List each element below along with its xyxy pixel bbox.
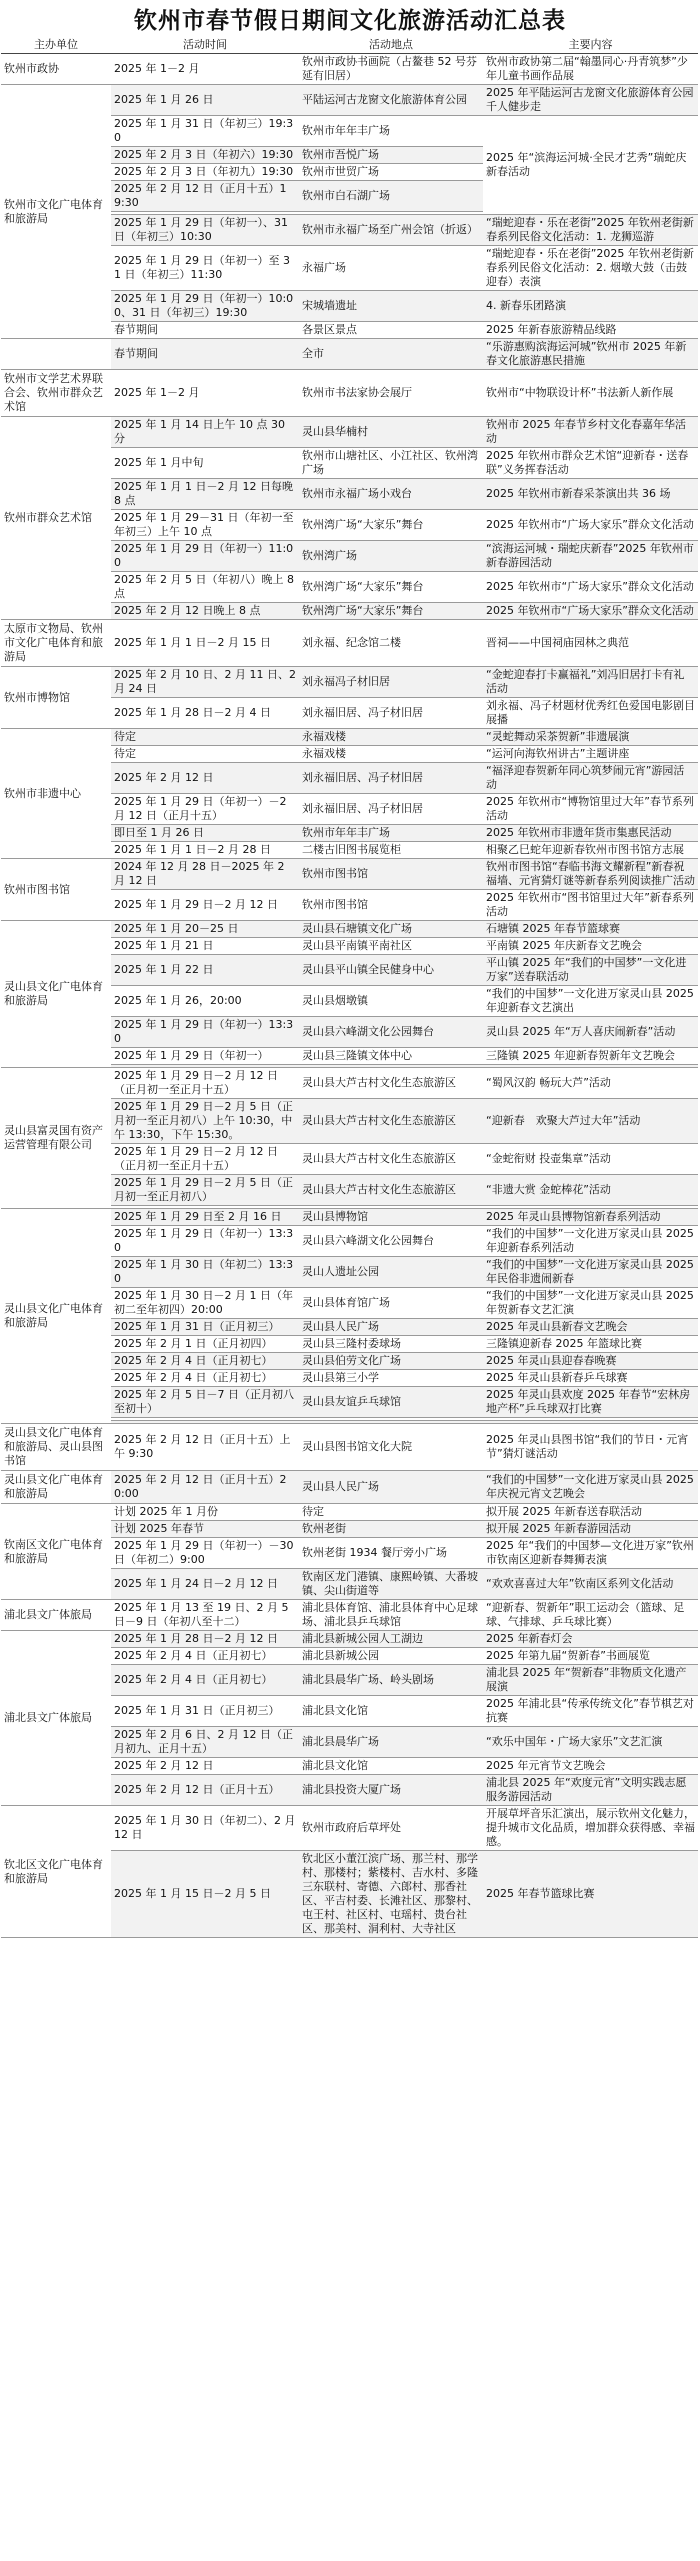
time-cell: 2025 年 1 月 29 日－2 月 5 日（正月初一至正月初八）上午 10:30，中午 13:30，下午 15:30。 — [111, 1099, 299, 1144]
location-cell: 钦州市政协书画院（占鳌巷 52 号芬延有旧居） — [299, 54, 483, 85]
time-cell: 2025 年 1 月 14 日上午 10 点 30 分 — [111, 417, 299, 448]
location-cell: 灵山县烟墩镇 — [299, 986, 483, 1017]
location-cell: 二楼古旧图书展览柜 — [299, 842, 483, 859]
location-cell: 刘永福冯子材旧居 — [299, 667, 483, 698]
content-cell: “运河向海钦州讲古”主题讲座 — [483, 746, 698, 763]
content-cell: 2025 年浦北县“传承传统文化”春节棋艺对抗赛 — [483, 1696, 698, 1727]
time-cell: 2025 年 2 月 12 日（正月十五）上午 9:30 — [111, 1424, 299, 1471]
location-cell: 浦北县晨华广场、岭头剧场 — [299, 1665, 483, 1696]
location-cell: 钦南区龙门港镇、康熙岭镇、大番坡镇、尖山街道等 — [299, 1569, 483, 1600]
content-cell: 石塘镇 2025 年春节篮球赛 — [483, 921, 698, 938]
location-cell: 钦州市书法家协会展厅 — [299, 370, 483, 417]
content-cell: “瑞蛇迎春・乐在老街”2025 年钦州老街新春系列民俗文化活动：2. 烟墩大鼓（击鼓迎春）表演 — [483, 246, 698, 291]
time-cell: 2024 年 12 月 28 日－2025 年 2 月 12 日 — [111, 859, 299, 890]
location-cell: 宋城墙遗址 — [299, 291, 483, 322]
content-cell: “我们的中国梦”一文化进万家灵山县 2025 年庆祝元宵文艺晚会 — [483, 1471, 698, 1504]
time-cell: 2025 年 1 月 24 日－2 月 12 日 — [111, 1569, 299, 1600]
organizer-cell: 钦南区文化广电体育和旅游局 — [1, 1504, 111, 1600]
content-cell: 三隆镇迎新春 2025 年篮球比赛 — [483, 1336, 698, 1353]
table-row — [1, 1806, 698, 1851]
activity-table — [1, 37, 698, 1938]
location-cell: 钦州湾广场“大家乐”舞台 — [299, 510, 483, 541]
location-cell: 钦北区小董江滨广场、那兰村、那学村、那楼村；紫楼村、吉水村、多隆三东联村、寄德、六郎村、那香社区、平吉村委、长滩社区、那黎村、屯王村、社区村、屯瑶村、贵台社区、那美村、洞利村、大寺社区 — [299, 1851, 483, 1938]
time-cell: 2025 年 1 月 29 日（年初一）至 31 日（年初三）11:30 — [111, 246, 299, 291]
organizer-cell: 钦州市图书馆 — [1, 859, 111, 921]
table-row — [1, 417, 698, 448]
table-row — [1, 1471, 698, 1504]
time-cell: 2025 年 2 月 4 日（正月初七） — [111, 1353, 299, 1370]
table-row — [1, 620, 698, 667]
time-cell: 2025 年 1 月 22 日 — [111, 955, 299, 986]
location-cell: 钦州市永福广场至广州会馆（折返） — [299, 215, 483, 246]
table-row — [1, 1424, 698, 1471]
time-cell: 2025 年 1 月 29 日（年初一）－2 月 12 日（正月十五） — [111, 794, 299, 825]
time-cell: 2025 年 1 月 30 日（年初二）13:30 — [111, 1257, 299, 1288]
header-row — [1, 37, 698, 54]
time-cell: 2025 年 1 月 31 日（正月初三） — [111, 1696, 299, 1727]
table-row — [1, 54, 698, 85]
time-cell: 2025 年 2 月 5 日（年初八）晚上 8 点 — [111, 572, 299, 603]
time-cell: 2025 年 1 月 29－31 日（年初一至年初三）上午 10 点 — [111, 510, 299, 541]
location-cell: 灵山人遗址公园 — [299, 1257, 483, 1288]
organizer-cell: 钦州市文学艺术界联合会、钦州市群众艺术馆 — [1, 370, 111, 417]
content-cell: “金蛇衔财 投壶集章”活动 — [483, 1144, 698, 1175]
page-title: 钦州市春节假日期间文化旅游活动汇总表 — [134, 8, 566, 34]
location-cell: 刘永福旧居、冯子材旧居 — [299, 763, 483, 794]
time-cell: 2025 年 2 月 12 日（正月十五）19:30 — [111, 181, 299, 212]
content-cell: “蜀风汉韵 畅玩大芦”活动 — [483, 1068, 698, 1099]
time-cell: 2025 年 2 月 3 日（年初六）19:30 — [111, 147, 299, 164]
time-cell: 2025 年 1 月 31 日（正月初三） — [111, 1319, 299, 1336]
organizer-cell: 灵山县文化广电体育和旅游局、灵山县图书馆 — [1, 1424, 111, 1471]
content-cell: 钦州市图书馆“春临书海文耀新程”新春祝福墙、元宵猜灯谜等新春系列阅读推广活动 — [483, 859, 698, 890]
time-cell: 2025 年 2 月 5 日－7 日（正月初八至初十） — [111, 1387, 299, 1418]
content-cell: “我们的中国梦”一文化进万家灵山县 2025 年迎新春系列活动 — [483, 1226, 698, 1257]
location-cell: 灵山县人民广场 — [299, 1319, 483, 1336]
location-cell: 永福戏楼 — [299, 729, 483, 746]
organizer-cell: 钦北区文化广电体育和旅游局 — [1, 1806, 111, 1938]
location-cell: 钦州市年年丰广场 — [299, 825, 483, 842]
location-cell: 刘永福、纪念馆二楼 — [299, 620, 483, 667]
content-cell: 2025 年钦州市“广场大家乐”群众文化活动 — [483, 603, 698, 620]
location-cell: 灵山县博物馆 — [299, 1209, 483, 1226]
time-cell: 2025 年 1 月 30 日（年初二）、2 月 12 日 — [111, 1806, 299, 1851]
content-cell: 2025 年灵山县迎春春晚赛 — [483, 1353, 698, 1370]
content-cell: “我们的中国梦”一文化进万家灵山县 2025 年迎新春文艺演出 — [483, 986, 698, 1017]
organizer-cell: 灵山县富灵国有资产运营管理有限公司 — [1, 1068, 111, 1209]
content-cell: 浦北县 2025 年“欢度元宵”文明实践志愿服务游园活动 — [483, 1775, 698, 1806]
location-cell: 灵山县图书馆文化大院 — [299, 1424, 483, 1471]
time-cell: 2025 年 1 月 29 日（年初一）10:00、31 日（年初三）19:30 — [111, 291, 299, 322]
time-cell: 春节期间 — [111, 339, 299, 370]
location-cell: 各景区景点 — [299, 322, 483, 339]
time-cell: 2025 年 1 月 29 日－2 月 12 日（正月初一至正月十五） — [111, 1068, 299, 1099]
content-cell: 2025 年钦州市新春采茶演出共 36 场 — [483, 479, 698, 510]
content-cell: “迎新春、贺新年”职工运动会（篮球、足球、气排球、乒乓球比赛） — [483, 1600, 698, 1631]
organizer-cell: 灵山县文化广电体育和旅游局 — [1, 921, 111, 1068]
content-cell: 浦北县 2025 年“贺新春”非物质文化遗产展演 — [483, 1665, 698, 1696]
location-cell: 永福广场 — [299, 246, 483, 291]
time-cell: 2025 年 1 月 1 日－2 月 28 日 — [111, 842, 299, 859]
table-row — [1, 1068, 698, 1099]
content-cell: 拟开展 2025 年新春游园活动 — [483, 1521, 698, 1538]
organizer-cell: 钦州市非遗中心 — [1, 729, 111, 859]
location-cell: 浦北县文化馆 — [299, 1696, 483, 1727]
content-cell: “非遗大赏 金蛇棒花”活动 — [483, 1175, 698, 1206]
content-cell: 2025 年新春旅游精品线路 — [483, 322, 698, 339]
location-cell: 浦北县晨华广场 — [299, 1727, 483, 1758]
header-organizer: 主办单位 — [1, 37, 111, 54]
location-cell: 待定 — [299, 1504, 483, 1521]
organizer-cell: 钦州市政协 — [1, 54, 111, 85]
table-row — [1, 921, 698, 938]
time-cell: 2025 年 1 月 26 日 — [111, 85, 299, 116]
content-cell: 2025 年灵山县新春文艺晚会 — [483, 1319, 698, 1336]
table-row — [1, 370, 698, 417]
location-cell: 钦州市世贸广场 — [299, 164, 483, 181]
location-cell: 灵山县六峰湖文化公园舞台 — [299, 1226, 483, 1257]
header-content: 主要内容 — [483, 37, 698, 54]
time-cell: 即日至 1 月 26 日 — [111, 825, 299, 842]
organizer-cell: 浦北县文广体旅局 — [1, 1631, 111, 1806]
content-cell: “我们的中国梦”一文化进万家灵山县 2025 年贺新春文艺汇演 — [483, 1288, 698, 1319]
time-cell: 2025 年 1 月 29 日（年初一）11:00 — [111, 541, 299, 572]
time-cell: 2025 年 1 月 21 日 — [111, 938, 299, 955]
location-cell: 灵山县石塘镇文化广场 — [299, 921, 483, 938]
time-cell: 2025 年 1 月 29 日（年初一）13:30 — [111, 1226, 299, 1257]
time-cell: 2025 年 1 月 29 日（年初一）13:30 — [111, 1017, 299, 1048]
table-body — [1, 54, 698, 1938]
content-cell: 平山镇 2025 年“我们的中国梦”一文化进万家”送春联活动 — [483, 955, 698, 986]
organizer-cell: 灵山县文化广电体育和旅游局 — [1, 1471, 111, 1504]
time-cell: 2025 年 1 月 29 日－2 月 12 日 — [111, 890, 299, 921]
time-cell: 2025 年 1 月 28 日－2 月 12 日 — [111, 1631, 299, 1648]
location-cell: 灵山县大芦古村文化生态旅游区 — [299, 1175, 483, 1206]
time-cell: 2025 年 1 月中旬 — [111, 448, 299, 479]
time-cell: 2025 年 1 月 29 日（年初一）、31 日（年初三）10:30 — [111, 215, 299, 246]
time-cell: 计划 2025 年春节 — [111, 1521, 299, 1538]
location-cell: 灵山县体育馆广场 — [299, 1288, 483, 1319]
location-cell: 灵山县大芦古村文化生态旅游区 — [299, 1144, 483, 1175]
time-cell: 2025 年 2 月 12 日 — [111, 763, 299, 794]
location-cell: 钦州市吾悦广场 — [299, 147, 483, 164]
time-cell: 春节期间 — [111, 322, 299, 339]
location-cell: 灵山县三隆镇文体中心 — [299, 1048, 483, 1065]
content-cell: 2025 年钦州市非遗年货市集惠民活动 — [483, 825, 698, 842]
time-cell: 2025 年 2 月 1 日（正月初四） — [111, 1336, 299, 1353]
table-row — [1, 729, 698, 746]
content-cell: 2025 年平陆运河古龙窗文化旅游体育公园千人健步走 — [483, 85, 698, 116]
header-location: 活动地点 — [299, 37, 483, 54]
location-cell: 浦北县投资大厦广场 — [299, 1775, 483, 1806]
time-cell: 2025 年 1 月 28 日－2 月 4 日 — [111, 698, 299, 729]
time-cell: 2025 年 2 月 12 日（正月十五）20:00 — [111, 1471, 299, 1504]
location-cell: 灵山县友谊乒乓球馆 — [299, 1387, 483, 1418]
content-cell: 2025 年元宵节文艺晚会 — [483, 1758, 698, 1775]
time-cell: 2025 年 1 月 30 日－2 月 1 日（年初二至年初四）20:00 — [111, 1288, 299, 1319]
location-cell: 浦北县体育馆、浦北县体育中心足球场、浦北县乒乓球馆 — [299, 1600, 483, 1631]
location-cell: 平陆运河古龙窗文化旅游体育公园 — [299, 85, 483, 116]
location-cell: 钦州市年年丰广场 — [299, 116, 483, 147]
location-cell: 全市 — [299, 339, 483, 370]
time-cell: 2025 年 1 月 29 日（年初一）－30 日（年初二）9:00 — [111, 1538, 299, 1569]
header-time: 活动时间 — [111, 37, 299, 54]
location-cell: 钦州老街 — [299, 1521, 483, 1538]
table-header — [1, 37, 698, 54]
location-cell: 灵山县华楠村 — [299, 417, 483, 448]
content-cell: 拟开展 2025 年新春送春联活动 — [483, 1504, 698, 1521]
location-cell: 钦州市山塘社区、小江社区、钦州湾广场 — [299, 448, 483, 479]
content-cell: 开展草坪音乐汇演出，展示钦州文化魅力，提升城市文化品质，增加群众获得感、幸福感。 — [483, 1806, 698, 1851]
location-cell: 刘永福旧居、冯子材旧居 — [299, 794, 483, 825]
table-row — [1, 1631, 698, 1648]
location-cell: 灵山县平山镇全民健身中心 — [299, 955, 483, 986]
content-cell: 4. 新春乐团路演 — [483, 291, 698, 322]
content-cell: 2025 年灵山县欢度 2025 年春节“宏林房地产杯”乒乓球双打比赛 — [483, 1387, 698, 1418]
content-cell: “迎新春 欢聚大芦过大年”活动 — [483, 1099, 698, 1144]
content-cell: 晋祠——中国祠庙园林之典范 — [483, 620, 698, 667]
content-cell: 平南镇 2025 年庆新春文艺晚会 — [483, 938, 698, 955]
location-cell: 钦州市图书馆 — [299, 890, 483, 921]
location-cell: 永福戏楼 — [299, 746, 483, 763]
content-cell: “灵蛇舞动采茶贺新”非遗展演 — [483, 729, 698, 746]
content-cell: “欢欢喜喜过大年”钦南区系列文化活动 — [483, 1569, 698, 1600]
table-row — [1, 667, 698, 698]
content-cell: “欢乐中国年・广场大家乐”文艺汇演 — [483, 1727, 698, 1758]
content-cell: 2025 年钦州市群众艺术馆“迎新春・送春联”义务挥春活动 — [483, 448, 698, 479]
content-cell: “滨海运河城・瑞蛇庆新春”2025 年钦州市新春游园活动 — [483, 541, 698, 572]
table-row — [1, 339, 698, 370]
time-cell: 计划 2025 年 1 月份 — [111, 1504, 299, 1521]
organizer-cell — [1, 339, 111, 370]
location-cell: 灵山县三隆村委球场 — [299, 1336, 483, 1353]
content-cell: “金蛇迎春打卡赢福礼”刘冯旧居打卡有礼活动 — [483, 667, 698, 698]
location-cell: 钦州湾广场 — [299, 541, 483, 572]
location-cell: 钦州湾广场“大家乐”舞台 — [299, 572, 483, 603]
content-cell: 2025 年灵山县图书馆“我们的节日・元宵节”猜灯谜活动 — [483, 1424, 698, 1471]
location-cell: 钦州市白石湖广场 — [299, 181, 483, 212]
content-cell: 钦州市 2025 年春节乡村文化春嘉年华活动 — [483, 417, 698, 448]
content-cell: 灵山县 2025 年“万人喜庆闹新春”活动 — [483, 1017, 698, 1048]
organizer-cell: 钦州市文化广电体育和旅游局 — [1, 85, 111, 339]
content-cell: 2025 年钦州市“图书馆里过大年”新春系列活动 — [483, 890, 698, 921]
time-cell: 2025 年 1－2 月 — [111, 370, 299, 417]
content-cell: 钦州市政协第二届“翰墨同心·丹青筑梦”少年儿童书画作品展 — [483, 54, 698, 85]
time-cell: 2025 年 1 月 15 日－2 月 5 日 — [111, 1851, 299, 1938]
location-cell: 钦州湾广场“大家乐”舞台 — [299, 603, 483, 620]
location-cell: 刘永福旧居、冯子材旧居 — [299, 698, 483, 729]
content-cell: 2025 年灵山县新春乒乓球赛 — [483, 1370, 698, 1387]
content-cell: 2025 年钦州市“广场大家乐”群众文化活动 — [483, 572, 698, 603]
time-cell: 2025 年 1 月 1 日－2 月 15 日 — [111, 620, 299, 667]
time-cell: 2025 年 2 月 3 日（年初九）19:30 — [111, 164, 299, 181]
time-cell: 待定 — [111, 729, 299, 746]
content-cell: 2025 年“滨海运河城·全民才艺秀”瑞蛇庆新春活动 — [483, 116, 698, 215]
time-cell: 2025 年 1 月 13 至 19 日、2 月 5 日－9 日（年初八至十二） — [111, 1600, 299, 1631]
location-cell: 灵山县人民广场 — [299, 1471, 483, 1504]
location-cell: 灵山县第三小学 — [299, 1370, 483, 1387]
content-cell: 相聚乙巳蛇年迎新春钦州市图书馆方志展 — [483, 842, 698, 859]
organizer-cell: 钦州市群众艺术馆 — [1, 417, 111, 620]
location-cell: 灵山县六峰湖文化公园舞台 — [299, 1017, 483, 1048]
location-cell: 钦州老街 1934 餐厅旁小广场 — [299, 1538, 483, 1569]
content-cell: 钦州市“中物联设计杯”书法新人新作展 — [483, 370, 698, 417]
location-cell: 灵山县大芦古村文化生态旅游区 — [299, 1068, 483, 1099]
content-cell: “乐游惠购滨海运河城”钦州市 2025 年新春文化旅游惠民措施 — [483, 339, 698, 370]
time-cell: 2025 年 2 月 4 日（正月初七） — [111, 1648, 299, 1665]
content-cell: “我们的中国梦”一文化进万家灵山县 2025 年民俗非遗闹新春 — [483, 1257, 698, 1288]
table-row — [1, 1209, 698, 1226]
content-cell: “福泽迎春贺新年同心筑梦闹元宵”游园活动 — [483, 763, 698, 794]
time-cell: 2025 年 2 月 4 日（正月初七） — [111, 1665, 299, 1696]
location-cell: 钦州市永福广场小戏台 — [299, 479, 483, 510]
organizer-cell: 太原市文物局、钦州市文化广电体育和旅游局 — [1, 620, 111, 667]
time-cell: 2025 年 1 月 26，20:00 — [111, 986, 299, 1017]
location-cell: 钦州市政府后草坪处 — [299, 1806, 483, 1851]
content-cell: 2025 年钦州市“博物馆里过大年”春节系列活动 — [483, 794, 698, 825]
table-row — [1, 1600, 698, 1631]
content-cell: 2025 年第九届“贺新春”书画展览 — [483, 1648, 698, 1665]
location-cell: 灵山县伯劳文化广场 — [299, 1353, 483, 1370]
time-cell: 2025 年 2 月 12 日 — [111, 1758, 299, 1775]
time-cell: 2025 年 1 月 29 日（年初一） — [111, 1048, 299, 1065]
organizer-cell: 浦北县文广体旅局 — [1, 1600, 111, 1631]
time-cell: 2025 年 1 月 31 日（年初三）19:30 — [111, 116, 299, 147]
table-row — [1, 85, 698, 116]
organizer-cell: 钦州市博物馆 — [1, 667, 111, 729]
content-cell: 2025 年灵山县博物馆新春系列活动 — [483, 1209, 698, 1226]
time-cell: 2025 年 1－2 月 — [111, 54, 299, 85]
time-cell: 2025 年 2 月 12 日晚上 8 点 — [111, 603, 299, 620]
content-cell: 2025 年“我们的中国梦—文化进万家”钦州市钦南区迎新春舞狮表演 — [483, 1538, 698, 1569]
table-row — [1, 1504, 698, 1521]
time-cell: 2025 年 1 月 20－25 日 — [111, 921, 299, 938]
time-cell: 2025 年 2 月 6 日、2 月 12 日（正月初九、正月十五） — [111, 1727, 299, 1758]
location-cell: 浦北县新城公园 — [299, 1648, 483, 1665]
content-cell: “瑞蛇迎春・乐在老街”2025 年钦州老街新春系列民俗文化活动：1. 龙狮巡游 — [483, 215, 698, 246]
time-cell: 2025 年 2 月 12 日（正月十五） — [111, 1775, 299, 1806]
location-cell: 灵山县大芦古村文化生态旅游区 — [299, 1099, 483, 1144]
content-cell: 2025 年新春灯会 — [483, 1631, 698, 1648]
time-cell: 2025 年 1 月 29 日至 2 月 16 日 — [111, 1209, 299, 1226]
time-cell: 2025 年 1 月 29 日－2 月 5 日（正月初一至正月初八） — [111, 1175, 299, 1206]
content-cell: 刘永福、冯子材题材优秀红色爱国电影剧目展播 — [483, 698, 698, 729]
time-cell: 2025 年 2 月 10 日、2 月 11 日、2 月 24 日 — [111, 667, 299, 698]
location-cell: 灵山县平南镇平南社区 — [299, 938, 483, 955]
location-cell: 钦州市图书馆 — [299, 859, 483, 890]
content-cell: 2025 年春节篮球比赛 — [483, 1851, 698, 1938]
content-cell: 2025 年钦州市“广场大家乐”群众文化活动 — [483, 510, 698, 541]
time-cell: 2025 年 1 月 29 日－2 月 12 日（正月初一至正月十五） — [111, 1144, 299, 1175]
time-cell: 2025 年 1 月 1 日－2 月 12 日每晚 8 点 — [111, 479, 299, 510]
location-cell: 浦北县文化馆 — [299, 1758, 483, 1775]
time-cell: 2025 年 2 月 4 日（正月初七） — [111, 1370, 299, 1387]
table-row — [1, 859, 698, 890]
organizer-cell: 灵山县文化广电体育和旅游局 — [1, 1209, 111, 1424]
content-cell: 三隆镇 2025 年迎新春贺新年文艺晚会 — [483, 1048, 698, 1065]
location-cell: 浦北县新城公园人工湖边 — [299, 1631, 483, 1648]
time-cell: 待定 — [111, 746, 299, 763]
